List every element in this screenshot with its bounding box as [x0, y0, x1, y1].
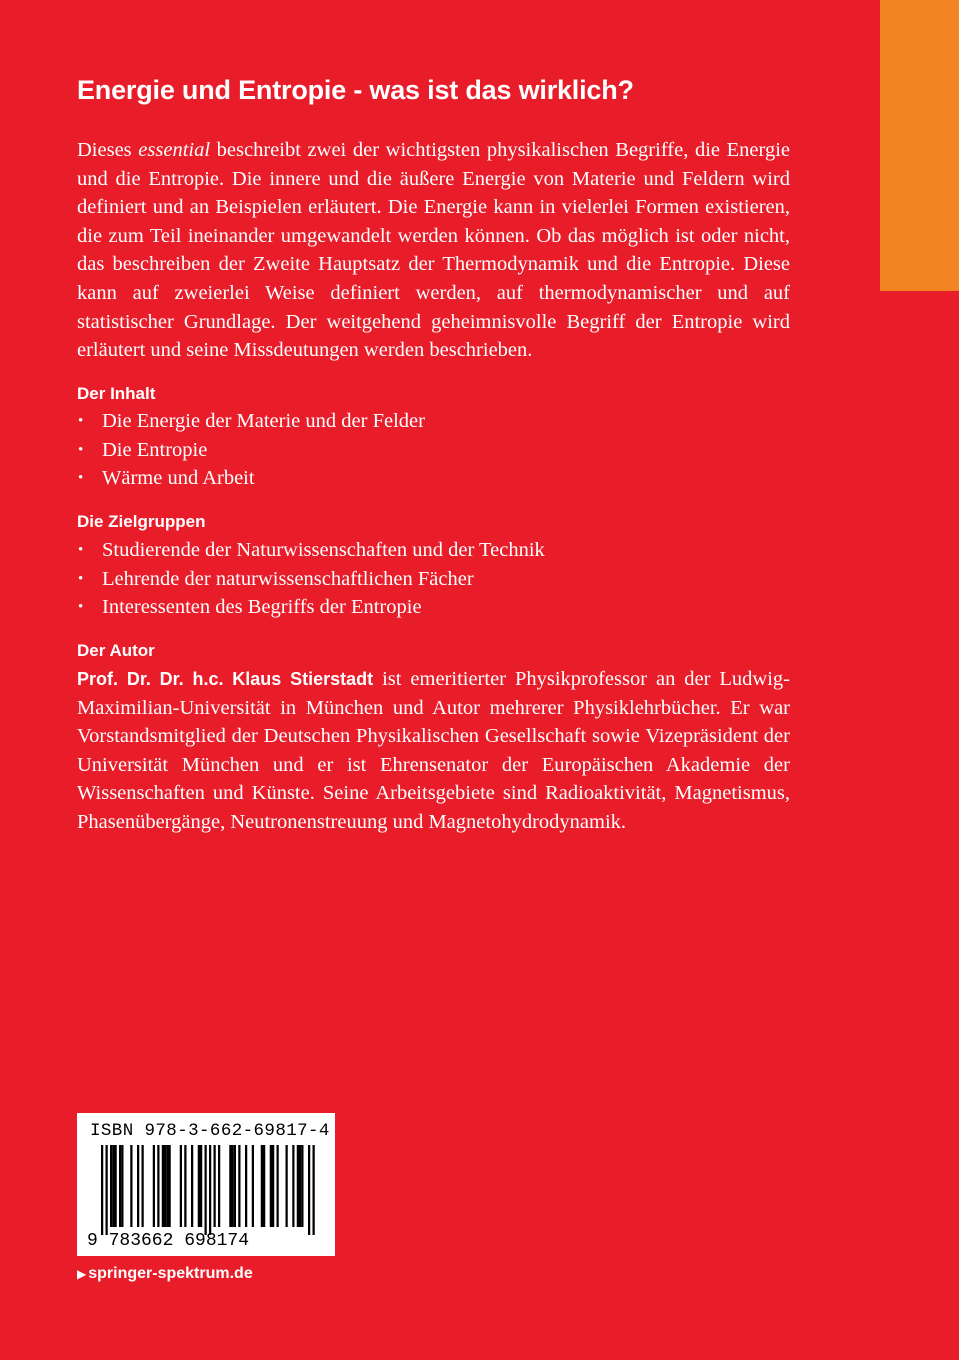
list-item-text: Wärme und Arbeit [102, 467, 255, 490]
barcode-bar [205, 1145, 207, 1235]
list-item-text: Interessenten des Begriffs der Entropie [102, 596, 422, 619]
list-item [77, 593, 545, 622]
barcode-bar [209, 1145, 211, 1235]
list-item [77, 565, 545, 594]
zielgruppen-list [77, 536, 545, 622]
barcode-bar [130, 1145, 132, 1227]
inhalt-heading: Der Inhalt [77, 384, 156, 403]
barcode-bar [106, 1145, 108, 1235]
barcode-bar [261, 1145, 263, 1227]
barcode-bar [198, 1145, 200, 1227]
barcode-bar [157, 1145, 159, 1227]
list-item-text: Lehrende der naturwissenschaftlichen Fächer [102, 567, 474, 590]
barcode-bar [232, 1145, 234, 1227]
orange-accent-tab [880, 0, 959, 291]
barcode-bar [229, 1145, 231, 1227]
barcode-digits: 9 783662 698174 [87, 1231, 250, 1251]
inhalt-list [77, 407, 425, 493]
barcode-bar [263, 1145, 265, 1227]
barcode-bar [277, 1145, 279, 1227]
publisher-url: springer-spektrum.de [88, 1265, 253, 1282]
barcode-bar [301, 1145, 303, 1227]
barcode-bar [137, 1145, 139, 1227]
barcode-bar [218, 1145, 220, 1227]
barcode-bar [270, 1145, 272, 1227]
bullet-icon: • [78, 542, 84, 558]
barcode-bar [299, 1145, 301, 1227]
bullet-icon: • [78, 570, 84, 587]
barcode-bar [112, 1145, 114, 1227]
list-item-text: Die Entropie [102, 438, 208, 461]
list-item-text: Studierende der Naturwissenschaften und der Technik [102, 539, 545, 561]
barcode-bar [252, 1145, 254, 1227]
barcode-bar [234, 1145, 236, 1227]
barcode-bar [272, 1145, 274, 1227]
barcode-bar [313, 1145, 315, 1235]
barcode-bar [162, 1145, 164, 1227]
barcode-bar [292, 1145, 294, 1227]
barcode-bar [166, 1145, 168, 1227]
barcode-bar [119, 1145, 121, 1227]
barcode-bar [184, 1145, 186, 1227]
intro-text-start: Dieses [77, 139, 139, 161]
barcode-bar [238, 1145, 240, 1227]
barcode-bar [297, 1145, 299, 1227]
page-title: Energie und Entropie - was ist das wirklich? [77, 75, 634, 105]
barcode-bar [286, 1145, 288, 1227]
intro-text-rest: beschreibt zwei der wichtigsten physikalischen Begriffe, die Energie und die Entropie. Die innere und die äußere Energie von Materie und Feldern wird definiert und an Beispielen erläutert. Die Energie kann in vielerlei Formen existieren, die zum Teil ineinander umgewandelt werden können. Ob das möglich ist oder nicht, das beschreiben der Zweite Hauptsatz der Thermodynamik und die Entropie. Diese kann auf zweierlei Weise definiert werden, auf thermodynamischer und auf statistischer Grundlage. Der weitgehend geheimnisvolle Begriff der Entropie wird erläutert und seine Missdeutungen werden beschrieben. [77, 139, 791, 362]
bullet-icon: • [78, 441, 84, 458]
barcode-bar [164, 1145, 166, 1227]
author-name: Prof. Dr. Dr. h.c. Klaus Stierstadt [77, 669, 374, 689]
list-item [77, 536, 545, 565]
barcode-bar [101, 1145, 103, 1235]
barcode-bar [308, 1145, 310, 1235]
triangle-right-icon: ▶ [77, 1267, 87, 1281]
barcode-bar [153, 1145, 155, 1227]
barcode-bar [214, 1145, 216, 1227]
bullet-icon: • [78, 413, 84, 429]
barcode-bar [180, 1145, 182, 1227]
list-item-text: Die Energie der Materie und der Felder [102, 410, 425, 432]
author-bio [77, 665, 790, 837]
barcode-bar [142, 1145, 144, 1227]
barcode-bar [200, 1145, 202, 1227]
isbn-label: ISBN 978-3-662-69817-4 [90, 1121, 330, 1141]
isbn-barcode [77, 1113, 335, 1256]
bullet-icon: • [78, 599, 84, 616]
list-item [77, 436, 425, 465]
publisher-link[interactable] [77, 1263, 253, 1285]
barcode-bar [245, 1145, 247, 1227]
intro-emphasis: essential [138, 139, 211, 161]
barcode-bar [191, 1145, 193, 1227]
author-bio-text: ist emeritierter Physikprofessor an der Ludwig-Maximilian-Universität in München und Autor mehrerer Physiklehrbücher. Er war Vorstandsmitglied der Deutschen Physikalischen Gesellschaft sowie Vizepräsident der Universität München und er ist Ehrensenator der Europäischen Akademie der Wissenschaften und Künste. Seine Arbeitsgebiete sind Radioaktivität, Magnetismus, Phasenübergänge, Neutronenstreuung und Magnetohydrodynamik. [77, 668, 790, 833]
list-item [77, 464, 425, 493]
barcode-bar [115, 1145, 117, 1227]
barcode-bar [169, 1145, 171, 1227]
barcode-bar [121, 1145, 123, 1227]
bullet-icon: • [78, 470, 84, 487]
zielgruppen-heading: Die Zielgruppen [77, 512, 206, 531]
autor-heading: Der Autor [77, 641, 155, 660]
barcode-bars [77, 1145, 335, 1235]
intro-paragraph [77, 136, 790, 365]
barcode-bar [110, 1145, 112, 1227]
list-item [77, 407, 425, 436]
